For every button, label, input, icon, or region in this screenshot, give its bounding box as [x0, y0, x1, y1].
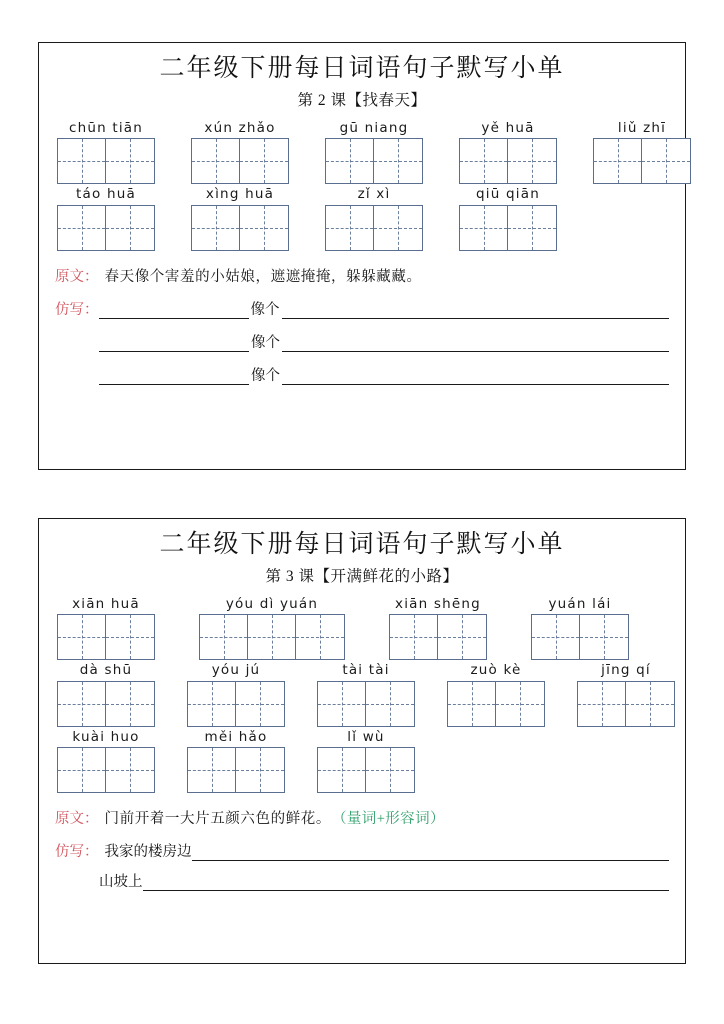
worksheet-2-sentence-block	[39, 807, 685, 891]
pinyin-label: jīng qí	[601, 662, 651, 679]
pinyin-label: měi hǎo	[204, 728, 268, 745]
imitate-connector: 像个	[251, 367, 280, 384]
word-row	[39, 595, 685, 661]
tianzi-cell[interactable]	[318, 748, 366, 792]
tianzi-cell[interactable]	[366, 682, 414, 726]
tianzi-grid[interactable]	[57, 205, 155, 251]
tianzi-cell[interactable]	[236, 682, 284, 726]
pinyin-label: xiān shēng	[395, 595, 481, 612]
tianzi-cell[interactable]	[192, 206, 240, 250]
write-blank[interactable]	[99, 367, 249, 385]
word-item	[459, 119, 557, 185]
tianzi-cell[interactable]	[106, 139, 154, 183]
tianzi-cell[interactable]	[106, 206, 154, 250]
tianzi-grid[interactable]	[187, 747, 285, 793]
imitate-lead-text: 山坡上	[99, 874, 143, 891]
tianzi-cell[interactable]	[192, 139, 240, 183]
tianzi-grid[interactable]	[57, 138, 155, 184]
tianzi-cell[interactable]	[58, 748, 106, 792]
tianzi-cell[interactable]	[578, 682, 626, 726]
word-row	[39, 119, 685, 185]
tianzi-grid[interactable]	[389, 614, 487, 660]
write-blank[interactable]	[282, 367, 669, 385]
word-row	[39, 188, 685, 251]
word-row	[39, 728, 685, 794]
tianzi-grid[interactable]	[531, 614, 629, 660]
imitate-line-2	[55, 331, 669, 352]
word-item	[57, 728, 155, 794]
tianzi-cell[interactable]	[188, 748, 236, 792]
tianzi-grid[interactable]	[447, 681, 545, 727]
pinyin-label: zuò kè	[470, 662, 522, 679]
tianzi-cell[interactable]	[240, 206, 288, 250]
worksheet-2-title: 二年级下册每日词语句子默写小单	[159, 531, 565, 558]
imitate-label: 仿写：	[55, 301, 99, 318]
word-item	[531, 595, 629, 661]
tianzi-cell[interactable]	[236, 748, 284, 792]
word-item	[187, 664, 285, 727]
imitate-connector: 像个	[250, 301, 280, 318]
tianzi-cell[interactable]	[200, 615, 248, 659]
tianzi-cell[interactable]	[626, 682, 674, 726]
pinyin-label: dà shū	[79, 662, 133, 679]
tianzi-cell[interactable]	[58, 139, 106, 183]
pinyin-label: yóu jú	[211, 662, 261, 679]
tianzi-cell[interactable]	[58, 206, 106, 250]
tianzi-grid[interactable]	[191, 205, 289, 251]
tianzi-grid[interactable]	[187, 681, 285, 727]
word-item	[57, 188, 155, 251]
pinyin-label: lǐ wù	[347, 728, 385, 745]
tianzi-cell[interactable]	[438, 615, 486, 659]
tianzi-grid[interactable]	[459, 205, 557, 251]
tianzi-cell[interactable]	[460, 139, 508, 183]
tianzi-cell[interactable]	[508, 206, 556, 250]
write-blank[interactable]	[282, 334, 669, 352]
write-blank[interactable]	[99, 301, 249, 319]
pinyin-label: xún zhǎo	[204, 119, 276, 136]
imitate-line-1	[55, 298, 669, 319]
pinyin-label: gū niang	[339, 119, 409, 136]
tianzi-cell[interactable]	[318, 682, 366, 726]
pinyin-label: yóu dì yuán	[225, 595, 319, 612]
tianzi-grid[interactable]	[317, 681, 415, 727]
pinyin-label: yě huā	[481, 119, 535, 136]
tianzi-grid[interactable]	[325, 138, 423, 184]
tianzi-cell[interactable]	[106, 748, 154, 792]
tianzi-grid[interactable]	[57, 747, 155, 793]
worksheet-1-title: 二年级下册每日词语句子默写小单	[159, 55, 565, 82]
pinyin-label: qiū qiān	[476, 186, 540, 203]
tianzi-cell[interactable]	[58, 615, 106, 659]
tianzi-cell[interactable]	[374, 206, 422, 250]
worksheet-1-subtitle: 第 2 课【找春天】	[297, 91, 427, 109]
worksheet-lesson-3	[38, 518, 686, 964]
pinyin-label: yuán lái	[548, 595, 612, 612]
word-item	[57, 119, 155, 185]
write-blank[interactable]	[282, 301, 670, 319]
pinyin-label: kuài huo	[72, 728, 140, 745]
original-note: （量词+形容词）	[332, 811, 445, 828]
write-blank[interactable]	[143, 873, 670, 891]
worksheet-2-word-rows	[39, 595, 685, 794]
tianzi-grid[interactable]	[325, 205, 423, 251]
original-text-line	[55, 807, 669, 828]
word-item	[199, 595, 345, 661]
tianzi-grid[interactable]	[191, 138, 289, 184]
word-item	[191, 119, 289, 185]
imitate-line-1	[55, 840, 669, 861]
write-blank[interactable]	[99, 334, 249, 352]
tianzi-cell[interactable]	[248, 615, 296, 659]
tianzi-cell[interactable]	[642, 139, 690, 183]
tianzi-cell[interactable]	[366, 748, 414, 792]
tianzi-cell[interactable]	[106, 615, 154, 659]
original-label: 原文：	[55, 811, 99, 828]
tianzi-grid[interactable]	[199, 614, 345, 660]
tianzi-grid[interactable]	[577, 681, 675, 727]
imitate-connector: 像个	[251, 334, 280, 351]
tianzi-grid[interactable]	[57, 681, 155, 727]
pinyin-label: xìng huā	[205, 186, 275, 203]
tianzi-cell[interactable]	[374, 139, 422, 183]
word-item	[577, 664, 675, 727]
tianzi-cell[interactable]	[594, 139, 642, 183]
tianzi-grid[interactable]	[317, 747, 415, 793]
imitate-lead-text: 我家的楼房边	[104, 844, 192, 861]
word-item	[187, 728, 285, 794]
imitate-label: 仿写：	[55, 844, 99, 861]
original-text-line	[55, 265, 669, 286]
tianzi-cell[interactable]	[508, 139, 556, 183]
tianzi-cell[interactable]	[448, 682, 496, 726]
worksheet-1-word-rows	[39, 119, 685, 251]
pinyin-label: zǐ xì	[357, 186, 391, 203]
tianzi-cell[interactable]	[188, 682, 236, 726]
tianzi-cell[interactable]	[326, 139, 374, 183]
word-item	[447, 664, 545, 727]
tianzi-cell[interactable]	[58, 682, 106, 726]
imitate-line-2	[55, 870, 669, 891]
pinyin-label: tài tài	[342, 662, 390, 679]
tianzi-cell[interactable]	[240, 139, 288, 183]
original-text: 门前开着一大片五颜六色的鲜花。	[104, 811, 331, 828]
tianzi-cell[interactable]	[296, 615, 344, 659]
tianzi-cell[interactable]	[390, 615, 438, 659]
pinyin-label: xiān huā	[72, 595, 140, 612]
tianzi-cell[interactable]	[496, 682, 544, 726]
original-text: 春天像个害羞的小姑娘，遮遮掩掩，躲躲藏藏。	[104, 268, 422, 285]
word-item	[57, 595, 155, 661]
word-row	[39, 664, 685, 727]
pinyin-label: táo huā	[76, 186, 136, 203]
imitate-line-3	[55, 364, 669, 385]
pinyin-label: liǔ zhī	[617, 119, 667, 136]
word-item	[593, 119, 691, 185]
original-label: 原文：	[55, 268, 99, 285]
word-item	[325, 188, 423, 251]
word-item	[325, 119, 423, 185]
write-blank[interactable]	[192, 843, 670, 861]
word-item	[317, 664, 415, 727]
tianzi-cell[interactable]	[106, 682, 154, 726]
word-item	[459, 188, 557, 251]
word-item	[389, 595, 487, 661]
word-item	[317, 728, 415, 794]
pinyin-label: chūn tiān	[68, 119, 144, 136]
worksheet-2-subtitle: 第 3 课【开满鲜花的小路】	[265, 567, 459, 585]
tianzi-cell[interactable]	[460, 206, 508, 250]
worksheet-1-sentence-block	[39, 265, 685, 385]
tianzi-grid[interactable]	[459, 138, 557, 184]
worksheet-lesson-2	[38, 42, 686, 470]
tianzi-cell[interactable]	[326, 206, 374, 250]
word-item	[57, 664, 155, 727]
tianzi-cell[interactable]	[532, 615, 580, 659]
tianzi-grid[interactable]	[57, 614, 155, 660]
word-item	[191, 188, 289, 251]
tianzi-cell[interactable]	[580, 615, 628, 659]
tianzi-grid[interactable]	[593, 138, 691, 184]
